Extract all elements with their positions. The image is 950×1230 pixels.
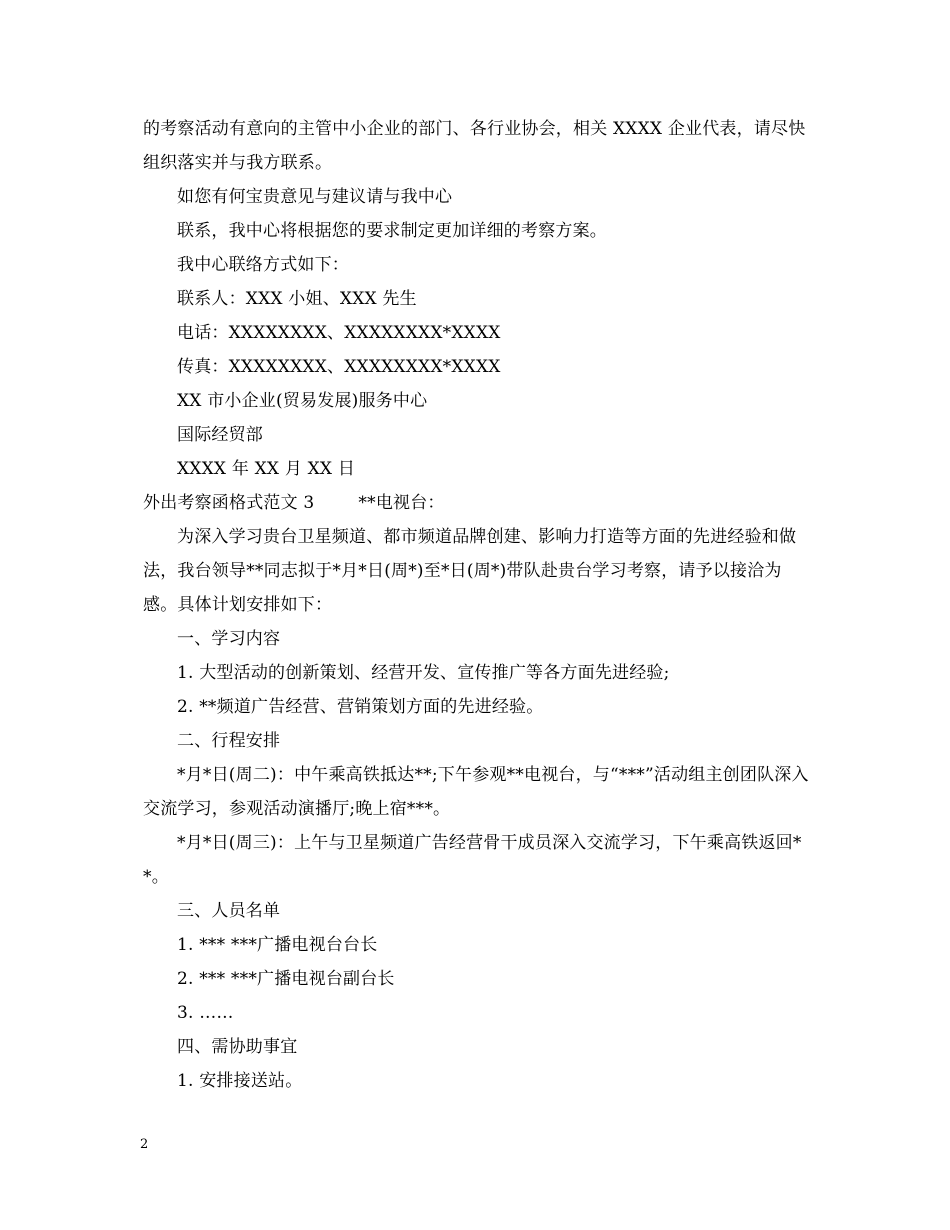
list-item-study-2: 2. **频道广告经营、营销策划方面的先进经验。 xyxy=(177,697,544,717)
list-item-study-1: 1. 大型活动的创新策划、经营开发、宣传推广等各方面先进经验; xyxy=(177,663,670,683)
section-heading-personnel: 三、人员名单 xyxy=(177,901,281,921)
section-paragraph-intro: 为深入学习贵台卫星频道、都市频道品牌创建、影响力打造等方面的先进经验和做法，我台领导**同志拟于*月*日(周*)至*日(周*)带队赴贵台学习考察，请予以接洽为感。具体计划安排如下： xyxy=(143,527,797,615)
section-title: 外出考察函格式范文 3 xyxy=(143,493,315,513)
section-heading-study-content: 一、学习内容 xyxy=(177,629,281,649)
paragraph-feedback: 如您有何宝贵意见与建议请与我中心 xyxy=(177,187,453,207)
personnel-item-3: 3. …… xyxy=(177,1003,234,1023)
salutation: **电视台： xyxy=(358,493,445,513)
page-number: 2 xyxy=(140,1137,149,1152)
contact-phone: 电话：XXXXXXXX、XXXXXXXX*XXXX xyxy=(177,323,501,343)
contact-person: 联系人：XXX 小姐、XXX 先生 xyxy=(177,289,417,309)
section-heading-assistance: 四、需协助事宜 xyxy=(177,1037,298,1057)
paragraph-continuation: 的考察活动有意向的主管中小企业的部门、各行业协会，相关 XXXX 企业代表，请尽快组织落实并与我方联系。 xyxy=(143,119,806,173)
department-name: 国际经贸部 xyxy=(177,425,263,445)
document-date: XXXX 年 XX 月 XX 日 xyxy=(177,459,356,479)
assistance-item-1: 1. 安排接送站。 xyxy=(177,1071,303,1091)
itinerary-day-1: *月*日(周二)：中午乘高铁抵达**;下午参观**电视台，与“***”活动组主创团队深入交流学习，参观活动演播厅;晚上宿***。 xyxy=(143,765,809,819)
section-heading-itinerary: 二、行程安排 xyxy=(177,731,281,751)
section-heading-line xyxy=(143,486,810,520)
contact-fax: 传真：XXXXXXXX、XXXXXXXX*XXXX xyxy=(177,357,501,377)
document-body xyxy=(143,112,810,1098)
organization-name: XX 市小企业(贸易发展)服务中心 xyxy=(177,391,428,411)
personnel-item-2: 2. *** ***广播电视台副台长 xyxy=(177,969,395,989)
personnel-item-1: 1. *** ***广播电视台台长 xyxy=(177,935,378,955)
itinerary-day-2: *月*日(周三)：上午与卫星频道广告经营骨干成员深入交流学习，下午乘高铁返回**。 xyxy=(143,833,802,887)
paragraph-contact-plan: 联系，我中心将根据您的要求制定更加详细的考察方案。 xyxy=(177,221,607,241)
paragraph-contact-intro: 我中心联络方式如下： xyxy=(177,255,349,275)
